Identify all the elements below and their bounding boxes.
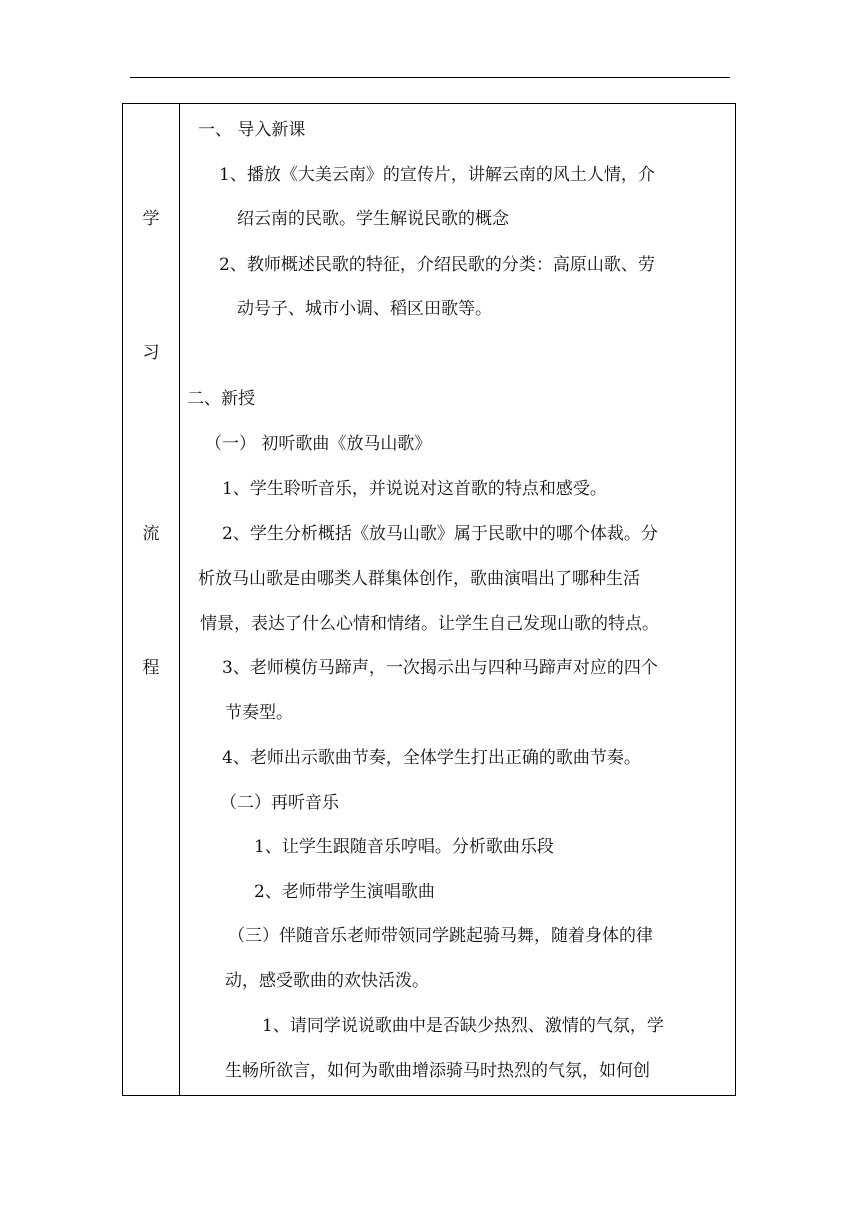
paragraph-line: 动，感受歌曲的欢快活泼。 — [225, 971, 429, 991]
paragraph-line: 1、播放《大美云南》的宣传片，讲解云南的风土人情，介 — [219, 165, 655, 185]
side-label-char: 流 — [142, 524, 160, 544]
subsection-heading: （一） 初听歌曲《放马山歌》 — [205, 434, 432, 454]
subsection-heading: （二）再听音乐 — [220, 793, 339, 813]
paragraph-line: 1、请同学说说歌曲中是否缺少热烈、激情的气氛，学 — [262, 1016, 664, 1036]
side-label-char: 程 — [142, 658, 160, 678]
paragraph-line: 析放马山歌是由哪类人群集体创作，歌曲演唱出了哪种生活 — [198, 569, 640, 589]
header-rule — [130, 77, 730, 78]
paragraph-line: 3、老师模仿马蹄声，一次揭示出与四种马蹄声对应的四个 — [222, 658, 658, 678]
paragraph-line: 绍云南的民歌。学生解说民歌的概念 — [237, 209, 509, 229]
paragraph-line: 1、让学生跟随音乐哼唱。分析歌曲乐段 — [254, 837, 554, 857]
section-heading: 一、 导入新课 — [198, 120, 306, 140]
paragraph-line: 动号子、城市小调、稻区田歌等。 — [237, 299, 492, 319]
lesson-table — [122, 103, 736, 1096]
paragraph-line: 2、老师带学生演唱歌曲 — [254, 882, 435, 902]
side-label-char: 学 — [142, 209, 160, 229]
paragraph-line: 生畅所欲言，如何为歌曲增添骑马时热烈的气氛，如何创 — [225, 1061, 650, 1081]
paragraph-line: 2、教师概述民歌的特征，介绍民歌的分类：高原山歌、劳 — [219, 255, 655, 275]
side-label-char: 习 — [142, 343, 160, 363]
paragraph-line: 情景，表达了什么心情和情绪。让学生自己发现山歌的特点。 — [200, 614, 659, 634]
paragraph-line: 4、老师出示歌曲节奏，全体学生打出正确的歌曲节奏。 — [222, 748, 641, 768]
paragraph-line: 节奏型。 — [225, 703, 293, 723]
paragraph-line: 2、学生分析概括《放马山歌》属于民歌中的哪个体裁。分 — [222, 524, 658, 544]
paragraph-line: 1、学生聆听音乐，并说说对这首歌的特点和感受。 — [222, 479, 607, 499]
subsection-heading: （三）伴随音乐老师带领同学跳起骑马舞，随着身体的律 — [228, 926, 653, 946]
section-heading: 二、新授 — [187, 389, 255, 409]
column-divider — [179, 104, 180, 1095]
